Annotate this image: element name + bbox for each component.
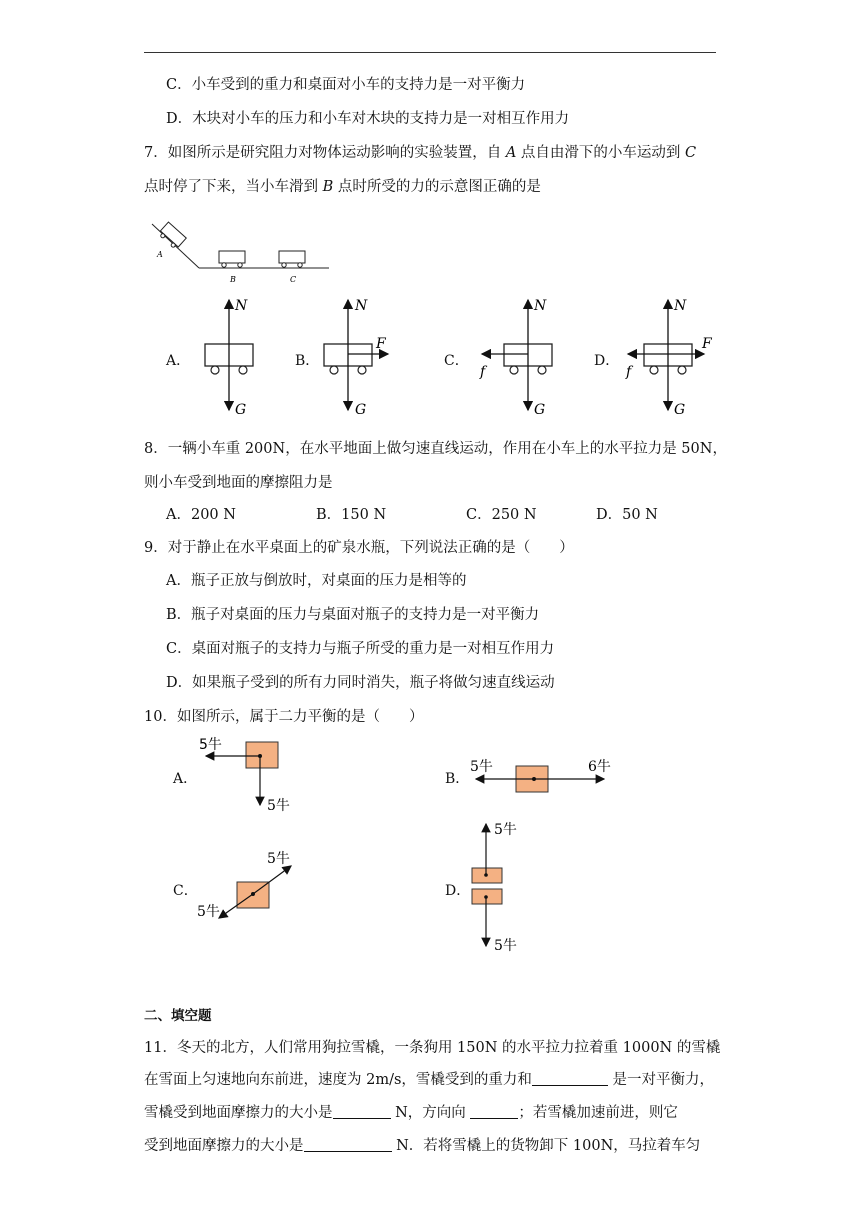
- svg-text:5牛: 5牛: [197, 904, 220, 920]
- q9-option-b[interactable]: B．瓶子对桌面的压力与桌面对瓶子的支持力是一对平衡力: [166, 607, 540, 623]
- q8-option-c[interactable]: C．250 N: [466, 507, 537, 523]
- q7-stem-line1: 7．如图所示是研究阻力对物体运动影响的实验装置，自 A 点自由滑下的小车运动到 C: [144, 145, 697, 161]
- q7-option-b-diagram: [318, 296, 408, 416]
- q10-option-a-diagram: [195, 732, 315, 822]
- q6-option-c[interactable]: C．小车受到的重力和桌面对小车的支持力是一对平衡力: [166, 77, 526, 93]
- q7-option-b-label[interactable]: B．: [295, 353, 320, 369]
- setup-label-a: A: [157, 250, 163, 259]
- q7-option-d-label[interactable]: D．: [594, 353, 620, 369]
- q9-stem: 9．对于静止在水平桌面上的矿泉水瓶，下列说法正确的是（ ）: [144, 540, 574, 556]
- q8-stem-line1: 8．一辆小车重 200N，在水平地面上做匀速直线运动，作用在小车上的水平拉力是 50N，: [144, 441, 727, 457]
- q11-line1: 11．冬天的北方，人们常用狗拉雪橇，一条狗用 150N 的水平拉力拉着重 1000N 的雪橇: [144, 1040, 721, 1056]
- q9-option-a[interactable]: A．瓶子正放与倒放时，对桌面的压力是相等的: [166, 573, 467, 589]
- q11-blank-1[interactable]: [532, 1071, 608, 1086]
- q7-option-d-diagram: [622, 296, 722, 416]
- q10-option-c-label[interactable]: C．: [173, 883, 198, 899]
- q7-option-a-label[interactable]: A．: [166, 353, 191, 369]
- svg-text:5牛: 5牛: [470, 759, 493, 775]
- q11-line4: 受到地面摩擦力的大小是 N．若将雪橇上的货物卸下 100N，马拉着车匀: [144, 1138, 701, 1154]
- q11-blank-4[interactable]: [304, 1137, 392, 1152]
- svg-text:5牛: 5牛: [199, 737, 222, 753]
- svg-text:G: G: [235, 402, 247, 418]
- svg-text:5牛: 5牛: [494, 822, 517, 838]
- svg-text:N: N: [355, 298, 368, 314]
- svg-text:G: G: [674, 402, 686, 418]
- q10-option-c-diagram: [195, 846, 315, 926]
- svg-text:F: F: [702, 336, 712, 352]
- q7-stem-line2: 点时停了下来，当小车滑到 B 点时所受的力的示意图正确的是: [144, 179, 541, 195]
- q7-setup-diagram: [144, 216, 344, 286]
- svg-text:5牛: 5牛: [267, 851, 290, 867]
- svg-text:G: G: [534, 402, 546, 418]
- q10-option-a-label[interactable]: A．: [173, 771, 198, 787]
- section-title-fill-in: 二、填空题: [144, 1008, 212, 1024]
- svg-text:F: F: [376, 336, 386, 352]
- svg-text:G: G: [355, 402, 367, 418]
- svg-text:5牛: 5牛: [494, 938, 517, 954]
- svg-text:f: f: [480, 364, 486, 380]
- q10-option-b-diagram: [464, 752, 624, 802]
- q9-option-c[interactable]: C．桌面对瓶子的支持力与瓶子所受的重力是一对相互作用力: [166, 641, 555, 657]
- q8-option-d[interactable]: D．50 N: [596, 507, 658, 523]
- q8-option-a[interactable]: A．200 N: [166, 507, 236, 523]
- svg-text:f: f: [626, 364, 632, 380]
- q11-line2: 在雪面上匀速地向东前进，速度为 2m/s，雪橇受到的重力和 是一对平衡力，: [144, 1072, 715, 1088]
- q7-option-a-diagram: [195, 296, 265, 416]
- svg-text:6牛: 6牛: [588, 759, 611, 775]
- setup-label-b: B: [230, 275, 236, 284]
- q10-option-d-label[interactable]: D．: [445, 883, 471, 899]
- q11-blank-3[interactable]: [470, 1104, 518, 1119]
- q8-option-b[interactable]: B．150 N: [316, 507, 387, 523]
- svg-text:N: N: [235, 298, 248, 314]
- q7-option-c-diagram: [476, 296, 566, 416]
- q10-option-b-label[interactable]: B．: [445, 771, 470, 787]
- q6-option-d[interactable]: D．木块对小车的压力和小车对木块的支持力是一对相互作用力: [166, 111, 570, 127]
- svg-text:N: N: [674, 298, 687, 314]
- q8-stem-line2: 则小车受到地面的摩擦阻力是: [144, 475, 333, 491]
- svg-text:N: N: [534, 298, 547, 314]
- svg-text:5牛: 5牛: [267, 798, 290, 814]
- header-rule: [144, 52, 716, 53]
- q11-blank-2[interactable]: [333, 1104, 391, 1119]
- q7-option-c-label[interactable]: C．: [444, 353, 469, 369]
- q11-line3: 雪橇受到地面摩擦力的大小是 N，方向向 ；若雪橇加速前进，则它: [144, 1105, 678, 1121]
- q9-option-d[interactable]: D．如果瓶子受到的所有力同时消失，瓶子将做匀速直线运动: [166, 675, 555, 691]
- q10-stem: 10．如图所示，属于二力平衡的是（ ）: [144, 709, 424, 725]
- setup-label-c: C: [290, 275, 297, 284]
- q10-option-d-diagram: [466, 818, 536, 958]
